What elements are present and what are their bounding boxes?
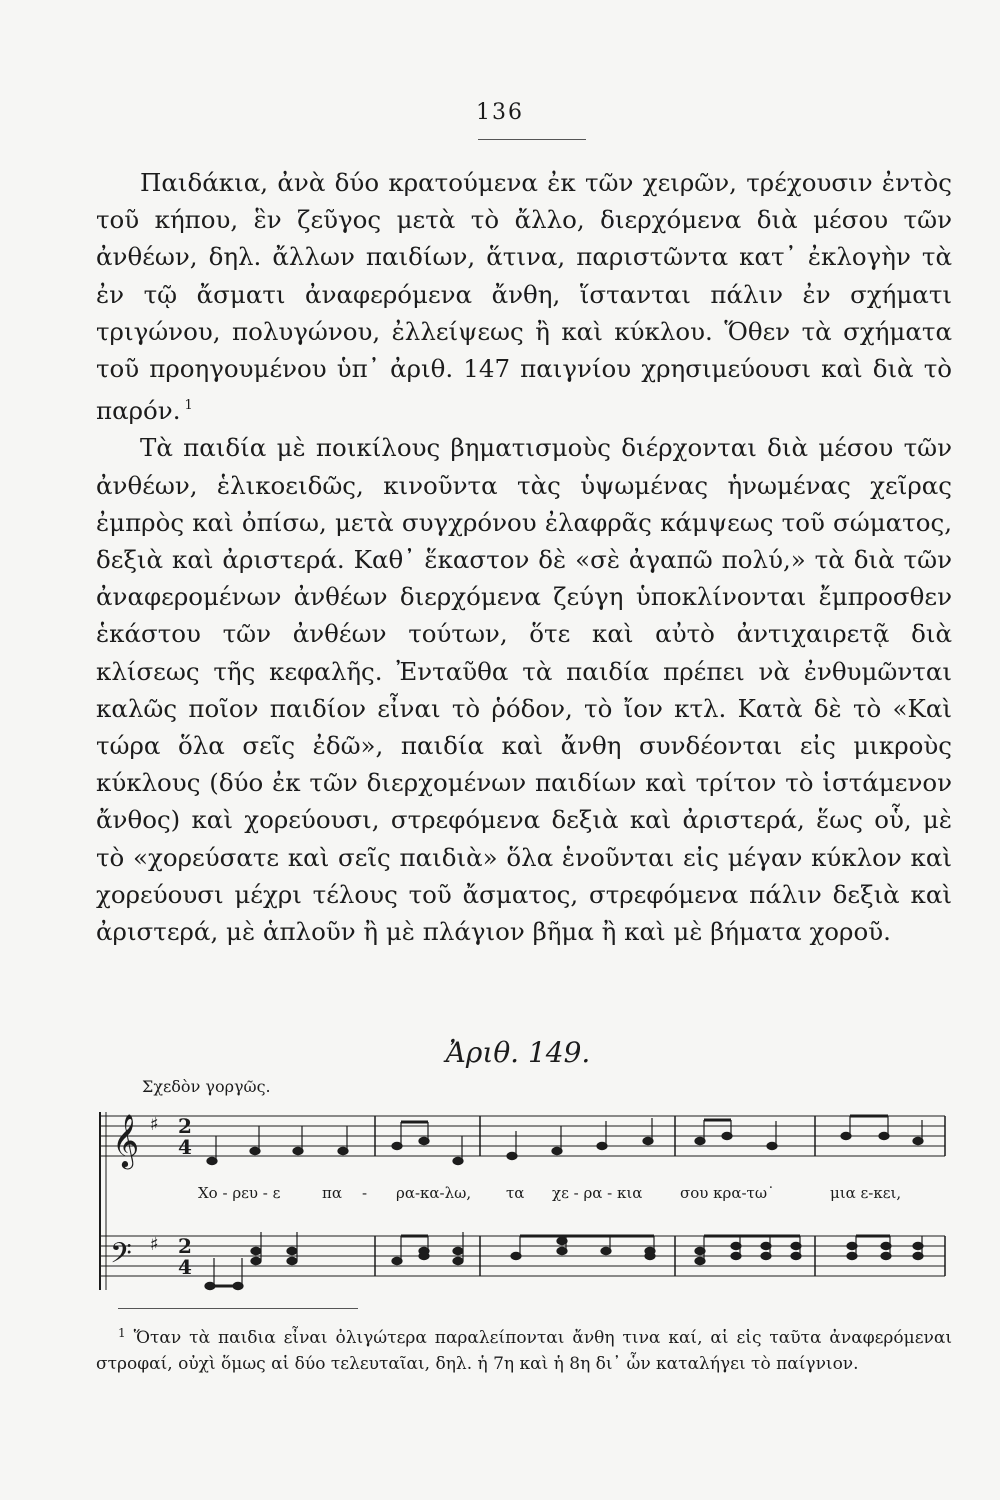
bass-time-signature-lower: 4	[178, 1255, 192, 1279]
footnote	[96, 1320, 952, 1377]
bass-key-sharp-icon: ♯	[150, 1234, 159, 1255]
lyrics	[198, 1184, 901, 1202]
note	[251, 1247, 261, 1254]
footnote-rule	[118, 1308, 358, 1309]
note	[287, 1247, 297, 1254]
lyric: Χο - ρευ - ε	[198, 1184, 281, 1202]
footnote-reference: 1	[184, 398, 193, 414]
tempo-marking: Σχεδὸν γοργῶς.	[142, 1077, 271, 1096]
key-sharp-icon: ♯	[150, 1114, 159, 1135]
time-signature-lower: 4	[178, 1135, 192, 1159]
paragraph-1-text: Παιδάκια, ἀνὰ δύο κρατούμενα ἐκ τῶν χειρῶν, τρέχουσιν ἐντὸς τοῦ κήπου, ἓν ζεῦγος μετὰ τὸ ἄλλο, διερχόμενα διὰ μέσου τῶν ἀνθέων, δηλ. ἄλλων παιδίων, ἅτινα, παριστῶντα κατ᾽ ἐκλογὴν τὰ ἐν τῷ ἄσματι ἀναφερόμενα ἄνθη, ἵστανται πάλιν ἐν σχήματι τριγώνου, πολυγώνου, ἐλλείψεως ἢ καὶ κύκλου. Ὅθεν τὰ σχήματα τοῦ προηγουμένου ὑπ᾽ ἀριθ. 147 παιγνίου χρησιμεύουσι καὶ διὰ τὸ παρόν.	[96, 168, 952, 426]
note	[287, 1257, 297, 1264]
treble-clef-icon: 𝄞	[112, 1113, 140, 1167]
lyric: σου κρα-τω˙	[680, 1184, 775, 1202]
footnote-paragraph	[96, 1320, 952, 1377]
note	[453, 1247, 463, 1254]
treble-staff	[100, 1116, 945, 1156]
note	[251, 1257, 261, 1264]
lyric: -	[362, 1184, 368, 1202]
bass-time-signature-upper: 2	[178, 1234, 192, 1258]
lyric: ρα-κα-λω,	[396, 1184, 472, 1202]
footnote-marker: 1	[118, 1326, 126, 1340]
footnote-text: Ὅταν τὰ παιδια εἶναι ὀλιγώτερα παραλείπονται ἄνθη τινα καί, αἱ εἰς ταῦτα ἀναφερόμεναι στροφαί, οὐχὶ ὅμως αἱ δύο τελευταῖαι, δηλ. ἡ 7η καὶ ἡ 8η δι᾽ ὧν καταλήγει τὸ παίγνιον.	[96, 1328, 952, 1374]
page-number: 136	[476, 100, 524, 125]
lyric: τα	[506, 1184, 525, 1202]
lyric: χε - ρα - κια	[552, 1184, 643, 1202]
song-number-heading: Ἀριθ. 149.	[445, 1036, 591, 1069]
paragraph-2: Τὰ παιδία μὲ ποικίλους βηματισμοὺς διέρχονται διὰ μέσου τῶν ἀνθέων, ἑλικοειδῶς, κινοῦντα τὰς ὑψωμένας ἡνωμένας χεῖρας ἐμπρὸς καὶ ὀπίσω, μετὰ συγχρόνου ἐλαφρᾶς κάμψεως τοῦ σώματος, δεξιὰ καὶ ἀριστερά. Καθ᾽ ἕκαστον δὲ «σὲ ἀγαπῶ πολύ,» τὰ διὰ τῶν ἀναφερομένων ἀνθέων διερχόμενα ζεύγη ὑποκλίνονται ἔμπροσθεν ἑκάστου τῶν ἀνθέων τούτων, ὅτε καὶ αὐτὸ ἀντιχαιρετᾷ διὰ κλίσεως τῆς κεφαλῆς. Ἐνταῦθα τὰ παιδία πρέπει νὰ ἐνθυμῶνται καλῶς ποῖον παιδίον εἶναι τὸ ῥόδον, τὸ ἴον κτλ. Κατὰ δὲ τὸ «Καὶ τώρα ὅλα σεῖς ἐδῶ», παιδία καὶ ἄνθη συνδέονται εἰς μικροὺς κύκλους (δύο ἐκ τῶν διερχομένων παιδίων καὶ τρίτον τὸ ἱστάμενον ἄνθος) καὶ χορεύουσι, στρεφόμενα δεξιὰ καὶ ἀριστερά, ἕως οὗ, μὲ τὸ «χορεύσατε καὶ σεῖς παιδιὰ» ὅλα ἑνοῦνται εἰς μέγαν κύκλον καὶ χορεύουσι μέχρι τέλους τοῦ ἄσματος, στρεφόμενα πάλιν δεξιὰ καὶ ἀριστερά, μὲ ἁπλοῦν ἢ μὲ πλάγιον βῆμα ἢ καὶ μὲ βήματα χοροῦ.	[96, 433, 952, 947]
lyric: πα	[322, 1184, 342, 1202]
bass-clef-icon: 𝄢	[110, 1237, 132, 1277]
lyric: μια ε-κει,	[830, 1184, 902, 1202]
bass-staff	[100, 1236, 945, 1276]
note	[453, 1257, 463, 1264]
time-signature-upper: 2	[178, 1114, 192, 1138]
